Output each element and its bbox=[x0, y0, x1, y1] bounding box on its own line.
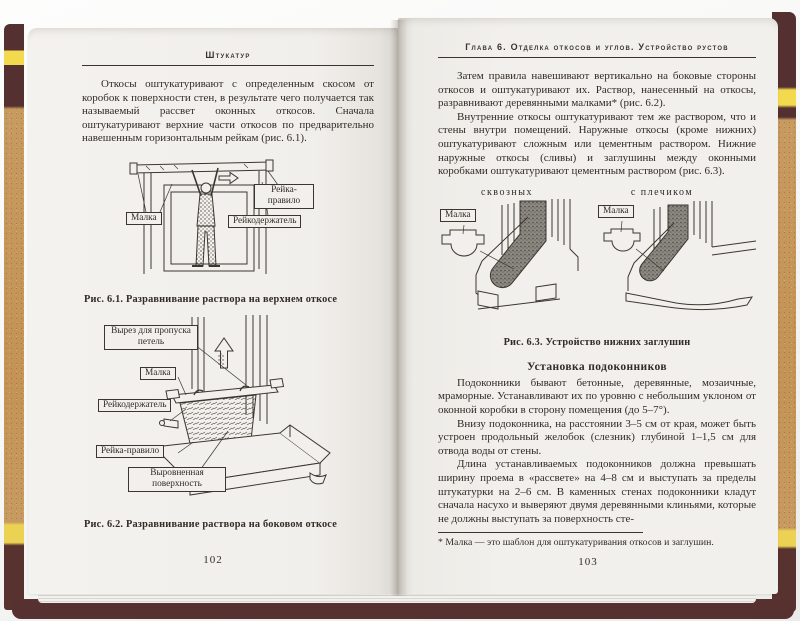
figure-label-malka-right: Малка bbox=[598, 205, 634, 219]
rail-holder-clamp bbox=[160, 419, 179, 428]
cover-texture bbox=[4, 106, 24, 522]
figure-6-1 bbox=[116, 158, 316, 286]
mortar-band bbox=[640, 205, 688, 281]
worker-figure bbox=[192, 168, 220, 266]
up-arrow-icon bbox=[215, 338, 233, 368]
figure-6-2 bbox=[94, 315, 334, 511]
footnote-rule bbox=[438, 532, 643, 533]
page-number-left: 102 bbox=[203, 554, 223, 566]
top-rail-board bbox=[130, 160, 273, 174]
malka-profile bbox=[604, 229, 640, 251]
right-page-paragraph-4: Внизу подоконника, на расстоянии 3–5 см от края, может быть устроен продольный желобок (слезник) глубиной 1–1,5 см для отвода воды от стены. bbox=[438, 417, 756, 457]
figure-label-malka-left: Малка bbox=[440, 209, 476, 223]
section-heading: Установка подоконников bbox=[527, 360, 667, 373]
figure-6-3-caption: Рис. 6.3. Устройство нижних заглушин bbox=[503, 336, 691, 348]
figure-6-2-caption: Рис. 6.2. Разравнивание раствора на боковом откосе bbox=[84, 518, 337, 530]
running-head-left: Штукатур bbox=[205, 50, 251, 60]
figure-label-rail-rule: Рейка-правило bbox=[96, 445, 164, 459]
figure-label-malka: Малка bbox=[126, 212, 162, 226]
right-arrow-icon bbox=[219, 172, 238, 183]
right-page bbox=[398, 18, 778, 594]
running-head-right: Глава 6. Отделка откосов и углов. Устройство рустов bbox=[465, 42, 729, 52]
subfigure-label-through: сквозных bbox=[481, 186, 533, 198]
book-photo bbox=[4, 6, 796, 619]
figure-6-3-drawing bbox=[436, 186, 758, 329]
figure-label-rail-holder: Рейкодержатель bbox=[228, 215, 301, 229]
footnote-text: * Малка — это шаблон для оштукатуривания откосов и заглушин. bbox=[438, 537, 714, 549]
running-head-rule bbox=[82, 65, 374, 66]
page-number-right: 103 bbox=[578, 556, 598, 568]
figure-label-malka: Малка bbox=[140, 367, 176, 381]
right-page-paragraph-3: Подоконники бывают бетонные, деревянные, мозаичные, мраморные. Устанавливают их по уровню с небольшим уклоном от оконной коробки в сторону помещения (до 5–7°). bbox=[438, 376, 756, 416]
figure-6-1-caption: Рис. 6.1. Разравнивание раствора на верхнем откосе bbox=[84, 293, 338, 305]
figure-label-rail-rule: Рейка-правило bbox=[254, 184, 314, 209]
figure-label-leveled-surface: Выровненная поверхность bbox=[128, 467, 226, 492]
right-page-paragraph-2: Внутренние откосы оштукатуривают тем же раствором, что и стены внутри помещений. Наружные откосы (кроме нижних) оштукатуривают сложным или цементным раствором. Нижние наружные откосы (сливы) и заглушины между оконными коробками оштукатуривают цементным раствором (рис. 6.3). bbox=[438, 110, 756, 178]
figure-label-rail-holder: Рейкодержатель bbox=[98, 399, 171, 413]
right-page-paragraph-1: Затем правила навешивают вертикально на боковые стороны откосов и оштукатуривают их. Раствор, нанесенный на откосы, разравнивают деревянными малками* (рис. 6.2). bbox=[438, 70, 756, 110]
figure-label-cutout: Вырез для пропуска петель bbox=[104, 325, 198, 350]
left-page bbox=[28, 28, 398, 594]
figure-6-3 bbox=[436, 186, 758, 329]
book-cover-left-edge bbox=[4, 24, 24, 610]
running-head-rule bbox=[438, 57, 756, 58]
subfigure-label-shoulder: с плечиком bbox=[630, 186, 694, 198]
left-page-paragraph: Откосы оштукатуривают с определенным скосом от коробок к поверхности стен, в результате чего получается так называемый рассвет оконных откосов. Сначала оштукатуривают верхние части откосов по предварительно навешенным горизонтальным рейкам (рис. 6.1). bbox=[82, 78, 374, 145]
right-page-paragraph-5: Длина устанавливаемых подоконников должна превышать ширину проема в «рассвете» на 4–8 см и выступать за пределы штукатурки на 2–6 см. В каменных стенах подоконники кладут сначала насухо и выверяют двумя деревянными клиньями, которые не должны выступать за поверхность сте- bbox=[438, 458, 756, 525]
footnote-block bbox=[438, 532, 756, 549]
